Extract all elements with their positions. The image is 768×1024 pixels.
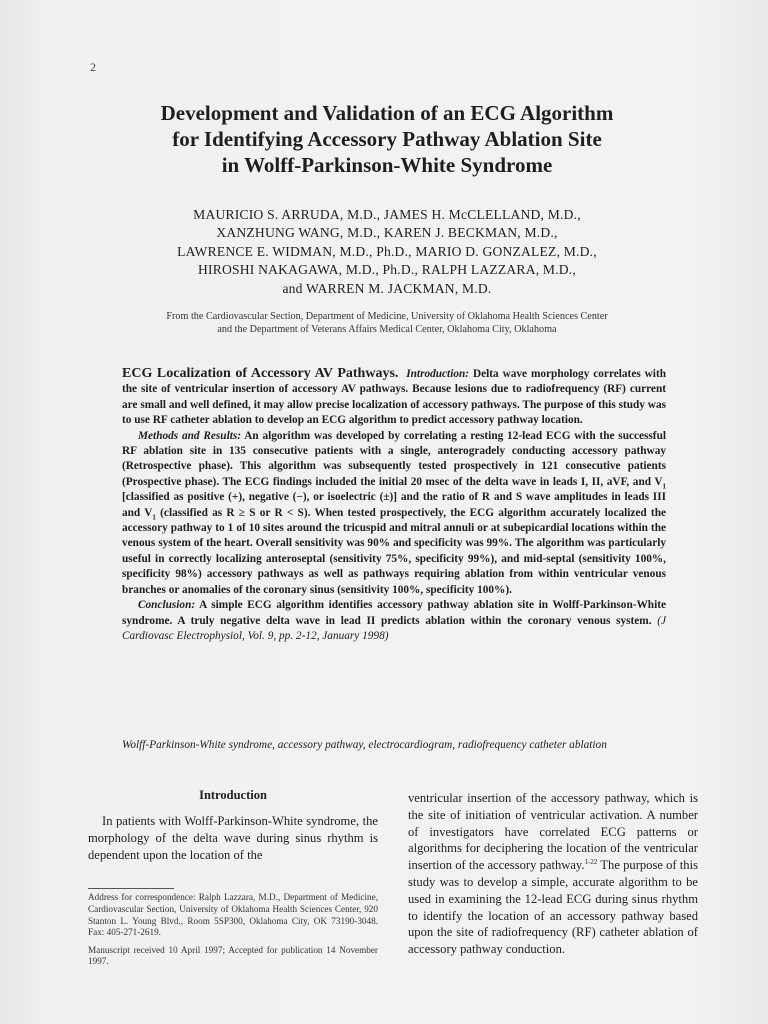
author-list xyxy=(100,206,674,298)
intro-text: Delta wave morphology correlates with the site of ventricular insertion of accessory AV pathways. Because lesions due to radiofrequency (RF) current are small and well defined, it may allow precise localization of accessory pathways. The purpose of this study was to use RF catheter ablation to develop an ECG algorithm to predict accessory pathway location. xyxy=(122,368,666,427)
right-column xyxy=(408,790,698,958)
abstract xyxy=(122,366,666,644)
abstract-introduction xyxy=(122,366,666,429)
conclusion-text: A simple ECG algorithm identifies accessory pathway ablation site in Wolff-Parkinson-White syndrome. A truly negative delta wave in lead II predicts ablation within the coronary venous system. xyxy=(122,599,666,627)
methods-label: Methods and Results: xyxy=(138,429,242,442)
intro-label: Introduction: xyxy=(406,368,470,380)
section-heading-introduction: Introduction xyxy=(199,788,267,802)
author-line: MAURICIO S. ARRUDA, M.D., JAMES H. McCLELLAND, M.D., xyxy=(193,207,581,222)
methods-text: An algorithm was developed by correlating a resting 12-lead ECG with the successful RF ablation site in 135 consecutive patients with a single, anterogradely conducting accessory pathway (Retrospective phase). This algorithm was subsequently tested prospectively in 121 consecutive patients (Prospective phase). The ECG findings included the initial 20 msec of the delta wave in leads I, II, aVF, and V xyxy=(122,429,666,488)
affiliation-line: and the Department of Veterans Affairs Medical Center, Oklahoma City, Oklahoma xyxy=(217,324,557,335)
methods-text: (classified as R ≥ S or R < S). When tested prospectively, the ECG algorithm accurately localized the accessory pathway to 1 of 10 sites around the tricuspid and mitral annuli or at subepicardial locations within the venous system of the heart. Overall sensitivity was 90% and specificity was 99%. The algorithm was particularly useful in correctly localizing anteroseptal (sensitivity 75%, specificity 99%), and mid-septal (sensitivity 100%, specificity 98%) accessory pathways as well as pathways requiring ablation from within ventricular venous branches or anomalies of the coronary sinus (sensitivity 100%, specificity 100%). xyxy=(122,506,666,596)
left-column xyxy=(88,788,378,974)
correspondence-footnote: Address for correspondence: Ralph Lazzara, M.D., Department of Medicine, Cardiovascular Section, University of Oklahoma Health Sciences Center, 920 Stanton L. Young Blvd., Room 5SP300, Oklahoma City, OK 73190-3048. Fax: 405-271-2619. xyxy=(88,892,378,938)
title-line: for Identifying Accessory Pathway Ablation Site xyxy=(172,127,602,151)
body-paragraph xyxy=(408,790,698,958)
abstract-methods xyxy=(122,429,666,598)
affiliation xyxy=(100,310,674,336)
author-line: XANZHUNG WANG, M.D., KAREN J. BECKMAN, M.D., xyxy=(216,225,558,241)
body-text: The purpose of this study was to develop a simple, accurate algorithm to be used in examining the 12-lead ECG during sinus rhythm to identify the location of an accessory pathway based upon the site of radiofrequency (RF) catheter ablation of accessory pathway conduction. xyxy=(408,858,698,957)
body-text: ventricular insertion of the accessory pathway, which is the site of initiation of ventricular activation. A number of investigators have correlated ECG patterns or algorithms for deciphering the location of the ventricular insertion of the accessory pathway. xyxy=(408,791,698,873)
methods-text: [classified as positive (+), negative (−), or isoelectric (±)] and the ratio of R and S wave amplitudes in leads III and V xyxy=(122,491,666,519)
conclusion-label: Conclusion: xyxy=(138,599,196,612)
abstract-heading: ECG Localization of Accessory AV Pathways. xyxy=(122,366,399,381)
article-title xyxy=(100,100,674,178)
keywords: Wolff-Parkinson-White syndrome, accessory pathway, electrocardiogram, radiofrequency catheter ablation xyxy=(122,739,607,751)
reference-superscript: 1-22 xyxy=(584,858,598,866)
title-line: in Wolff-Parkinson-White Syndrome xyxy=(221,153,553,177)
author-line: LAWRENCE E. WIDMAN, M.D., Ph.D., MARIO D. GONZALEZ, M.D., xyxy=(177,243,597,259)
journal-citation: (J Cardiovasc Electrophysiol, Vol. 9, pp. 2-12, January 1998) xyxy=(122,614,666,642)
abstract-conclusion xyxy=(122,598,666,644)
lead-subscript: 1 xyxy=(152,512,156,521)
body-paragraph: In patients with Wolff-Parkinson-White syndrome, the morphology of the delta wave during sinus rhythm is dependent upon the location of the xyxy=(88,814,378,862)
page-number: 2 xyxy=(90,60,96,74)
author-line: HIROSHI NAKAGAWA, M.D., Ph.D., RALPH LAZZARA, M.D., xyxy=(197,262,577,278)
affiliation-line: From the Cardiovascular Section, Department of Medicine, University of Oklahoma Health Sciences Center xyxy=(166,311,608,322)
footnote-divider xyxy=(88,888,174,889)
lead-subscript: 1 xyxy=(662,482,666,491)
manuscript-footnote: Manuscript received 10 April 1997; Accepted for publication 14 November 1997. xyxy=(88,944,378,967)
author-line: and WARREN M. JACKMAN, M.D. xyxy=(282,280,492,296)
title-line: Development and Validation of an ECG Algorithm xyxy=(160,101,614,125)
